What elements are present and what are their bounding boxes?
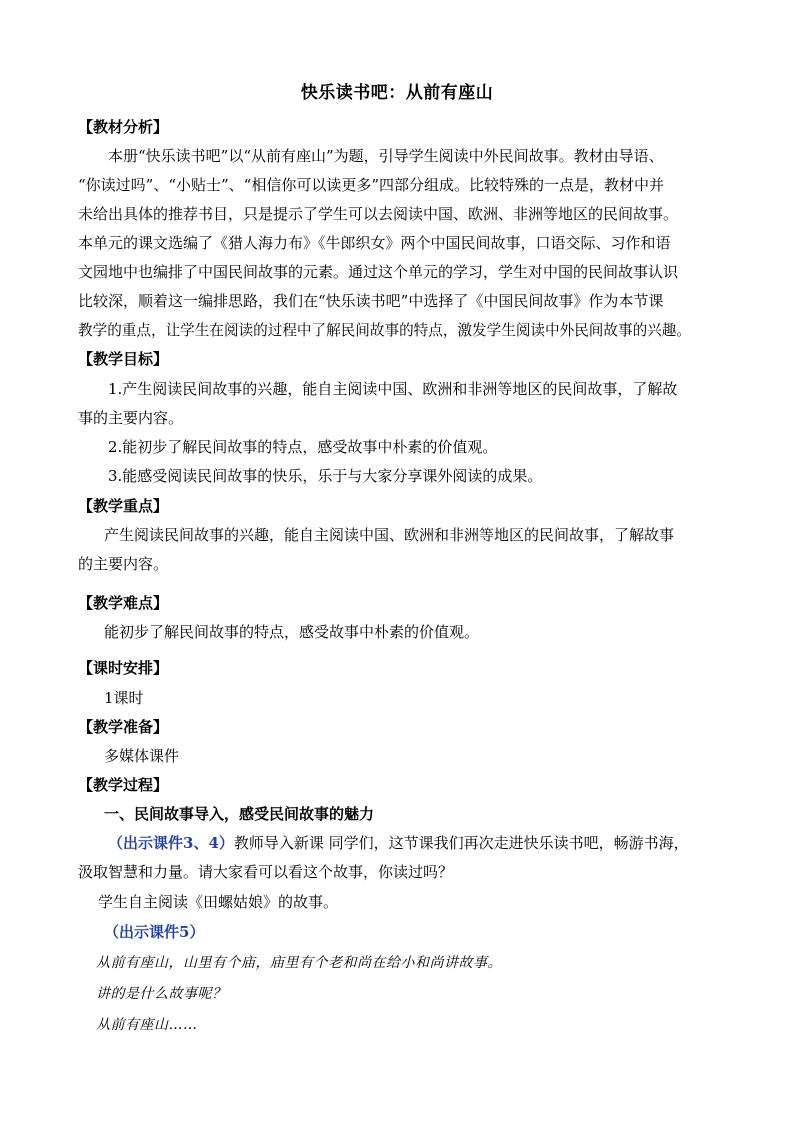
process-line-2: 汲取智慧和力量。请大家看可以看这个故事，你读过吗？ (78, 863, 454, 881)
goal-line-3: 3.能感受阅读民间故事的快乐，乐于与大家分享课外阅读的成果。 (108, 467, 543, 485)
section-heading-difficulties: 【教学难点】 (78, 594, 169, 612)
process-line-1 (108, 832, 689, 853)
story-line-3: 从前有座山…… (96, 1017, 198, 1033)
section-heading-schedule: 【课时安排】 (78, 659, 169, 677)
process-line-1-text: 教师导入新课 同学们，这节课我们再次走进快乐读书吧，畅游书海， (233, 834, 689, 852)
courseware-label-2: （出示课件5） (104, 923, 205, 941)
goal-line-2: 2.能初步了解民间故事的特点，感受故事中朴素的价值观。 (108, 438, 498, 456)
difficulty-line-1: 能初步了解民间故事的特点，感受故事中朴素的价值观。 (104, 623, 480, 641)
goal-line-1-cont: 事的主要内容。 (78, 409, 184, 427)
courseware-label-1: （出示课件3、4） (108, 834, 234, 852)
analysis-line-2: “你读过吗”、“小贴士”、“相信你可以读更多”四部分组成。比较特殊的一点是，教材中并 (78, 176, 665, 194)
analysis-line-5: 文园地中也编排了中国民间故事的元素。通过这个单元的学习，学生对中国的民间故事认识 (78, 263, 679, 281)
section-heading-process: 【教学过程】 (78, 776, 169, 794)
story-line-2: 讲的是什么故事呢？ (96, 986, 227, 1002)
goal-line-1: 1.产生阅读民间故事的兴趣，能自主阅读中国、欧洲和非洲等地区的民间故事，了解故 (108, 380, 678, 398)
analysis-line-1: 本册“快乐读书吧”以“从前有座山”为题，引导学生阅读中外民间故事。教材由导语、 (108, 147, 664, 165)
analysis-line-6: 比较深，顺着这一编排思路，我们在“快乐读书吧”中选择了《中国民间故事》作为本节课 (78, 292, 664, 310)
page-title: 快乐读书吧：从前有座山 (300, 83, 494, 103)
analysis-line-7: 教学的重点，让学生在阅读的过程中了解民间故事的特点，激发学生阅读中外民间故事的兴趣。 (78, 322, 691, 339)
section-heading-goals: 【教学目标】 (78, 350, 169, 368)
preparation-line-1: 多媒体课件 (104, 747, 180, 765)
section-heading-preparation: 【教学准备】 (78, 718, 169, 736)
analysis-line-4: 本单元的课文选编了《猎人海力布》《牛郎织女》两个中国民间故事，口语交际、习作和语 (78, 234, 671, 252)
process-line-3: 学生自主阅读《田螺姑娘》的故事。 (98, 893, 339, 911)
analysis-line-3: 未给出具体的推荐书目，只是提示了学生可以去阅读中国、欧洲、非洲等地区的民间故事。 (78, 205, 679, 223)
section-heading-analysis: 【教材分析】 (78, 118, 169, 136)
section-heading-key-points: 【教学重点】 (78, 497, 169, 515)
schedule-line-1: 1课时 (104, 689, 144, 707)
process-subheading-1: 一、民间故事导入，感受民间故事的魅力 (104, 805, 375, 823)
story-line-1: 从前有座山，山里有个庙，庙里有个老和尚在给小和尚讲故事。 (96, 955, 502, 971)
key-point-line-2: 的主要内容。 (78, 555, 169, 573)
key-point-line-1: 产生阅读民间故事的兴趣，能自主阅读中国、欧洲和非洲等地区的民间故事，了解故事 (104, 526, 675, 544)
